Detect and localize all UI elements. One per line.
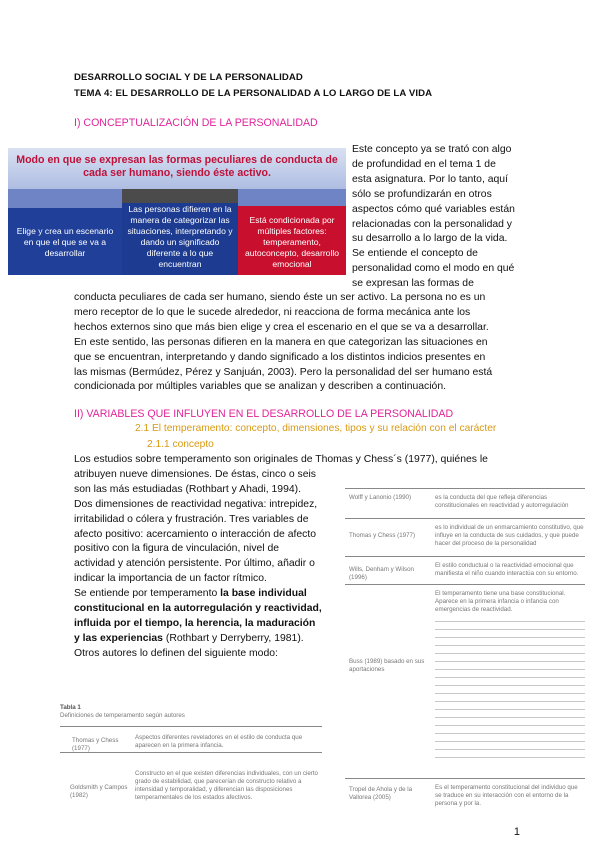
text-line: se expresan las formas de (352, 278, 474, 290)
document-subtitle: TEMA 4: EL DESARROLLO DE LA PERSONALIDAD A LO LARGO DE LA VIDA (74, 88, 433, 99)
infographic-box-factors: Está condicionada por múltiples factores: temperamento, autoconcepto, desarrollo emocional (238, 206, 346, 275)
text-line: Este concepto ya se trató con algo (352, 144, 512, 155)
text-line: su desarrollo a lo largo de la vida. (352, 233, 508, 245)
table-author: Wills, Denham y Wilson (1996) (349, 566, 414, 581)
definition-citation: (Rothbart y Derryberry, 1981). (162, 632, 304, 644)
text-line: que se encuentran, interpretando y dando significado a los distintos indicios presentes en (74, 351, 486, 363)
table-text: Aspectos diferentes reveladores en el estilo de conducta que aparecen en la primera infancia. (135, 734, 303, 749)
text-line: afecto positivo: acercamiento o interacción de afecto (74, 528, 317, 540)
definition-bold: influida por el tiempo, la herencia, la maduración (74, 617, 316, 629)
text-line: condicionada por múltiples variables que se analizan y describen a continuación. (74, 381, 446, 393)
text-line: En este sentido, las personas difieren en la manera en que categorizan las situaciones en (74, 336, 488, 348)
table-text: El estilo conductual o la reactividad emocional que manifiesta el niño cuando interactúa con su entorno. (435, 562, 579, 577)
table-caption: Tabla 1 (60, 704, 81, 711)
table-subcaption: Definiciones de temperamento según autores (60, 712, 185, 719)
table-author: Tropel de Ahola y de la Vallorea (2005) (349, 786, 413, 801)
table-text: es la conducta del que refleja diferencias constitucionales en reactividad y autorregulación (435, 494, 569, 509)
text-line: de profundidad en el tema 1 de (352, 158, 496, 170)
text-line: irritabilidad o cólera y frustración. Tres variables de (74, 513, 309, 525)
infographic-box-situations-text: Las personas difieren en la manera de categorizar las situaciones, interpretando y dando un significado diferente a lo que encuentran (127, 204, 233, 269)
subsubsection-heading: 2.1.1 concepto (147, 439, 214, 450)
text-line: conducta peculiares de cada ser humano, siendo éste un ser activo. La persona no es un (74, 292, 486, 303)
text-line: hechos externos sino que más bien elige y crea el escenario en el que se va a desarrollar. (74, 321, 489, 333)
table-author: Thomas y Chess (1977) (72, 737, 119, 752)
right-definitions-table (345, 488, 590, 848)
bottom-definitions-table (60, 704, 332, 824)
text-line: Otros autores lo definen del siguiente modo: (74, 647, 278, 659)
table-text: Constructo en el que existen diferencias individuales, con un cierto grado de estabilidad, que parecerían de constructo relativo a intensidad y temporalidad, y diferencian las disposiciones temperamentales de los estados afectivos. (135, 770, 318, 801)
table-author: Buss (1989) basado en sus aportaciones (349, 658, 425, 673)
definition-bold: la base individual (220, 588, 307, 600)
text-line: Se entiende el concepto de (352, 248, 478, 260)
text-line: actividad y atención persistente. Por último, añadir o (74, 558, 315, 570)
text-line: indicar la importancia de un factor rítmico. (74, 573, 267, 585)
table-text-filler (435, 618, 585, 758)
text-line: Los estudios sobre temperamento son originales de Thomas y Chess´s (1977), quiénes le (74, 454, 488, 465)
table-text: El temperamento tiene una base constitucional. Aparece en la primera infancia o infancia con emergencias de reactividad. (435, 590, 566, 613)
infographic-box-scenario: Elige y crea un escenario en que el que se va a desarrollar (8, 208, 122, 275)
table-author: Thomas y Chess (1977) (349, 532, 416, 539)
text-line: son las más estudiadas (Rothbart y Ahadi, 1994). (74, 483, 301, 495)
table-text: Es el temperamento constitucional del individuo que se traduce en su interacción con el entorno de la persona y por la. (435, 784, 578, 807)
personality-infographic (8, 148, 346, 275)
document-title: DESARROLLO SOCIAL Y DE LA PERSONALIDAD (74, 72, 303, 83)
infographic-title: Modo en que se expresan las formas peculiares de conducta de cada ser humano, siendo éste activo. (8, 148, 346, 189)
table-author: Goldsmith y Campos (1982) (70, 784, 128, 799)
section-heading-1: I) CONCEPTUALIZACIÓN DE LA PERSONALIDAD (74, 117, 318, 129)
definition-bold: y las experiencias (74, 632, 163, 644)
subsection-heading: 2.1 El temperamento: concepto, dimensiones, tipos y su relación con el carácter (135, 423, 497, 434)
text-line: Dos dimensiones de reactividad negativa: intrepidez, (74, 498, 318, 510)
intro-side-text (352, 143, 515, 292)
text-line: atribuyen nueve dimensiones. De éstas, cinco o seis (74, 468, 317, 480)
definition-lead: Se entiende por temperamento (74, 588, 218, 600)
table-text: es lo individual de un enmarcamiento constitutivo, que influye en la conducta de sus cuidados, y que puede hacer del proceso de la personalidad (435, 524, 584, 547)
text-line: relacionadas con la personalidad y (352, 218, 513, 230)
section-heading-2: II) VARIABLES QUE INFLUYEN EN EL DESARROLLO DE LA PERSONALIDAD (74, 408, 454, 420)
text-line: las mismas (Bermúdez, Pérez y Sanjuán, 2003). Pero la personalidad del ser humano está (74, 366, 493, 378)
definition-bold: constitucional en la autorregulación y reactividad, (74, 603, 322, 615)
page-number: 1 (513, 826, 520, 838)
text-line: aspectos cómo qué variables están (352, 203, 515, 215)
text-line: positivo con la figura de vinculación, nivel de (74, 543, 280, 555)
text-line: mero receptor de lo que le sucede alrededor, ni reacciona de forma mecánica ante los (74, 306, 471, 318)
table-author: Wolff y Lanonio (1990) (349, 494, 412, 501)
infographic-box-situations (122, 189, 238, 275)
text-line: esta asignatura. Por lo tanto, aquí (352, 173, 508, 185)
text-line: personalidad como el modo en qué (352, 263, 515, 275)
intro-paragraph (74, 291, 492, 395)
infographic-divider (122, 189, 238, 203)
text-line: sólo se profundizarán en otros (352, 188, 492, 200)
